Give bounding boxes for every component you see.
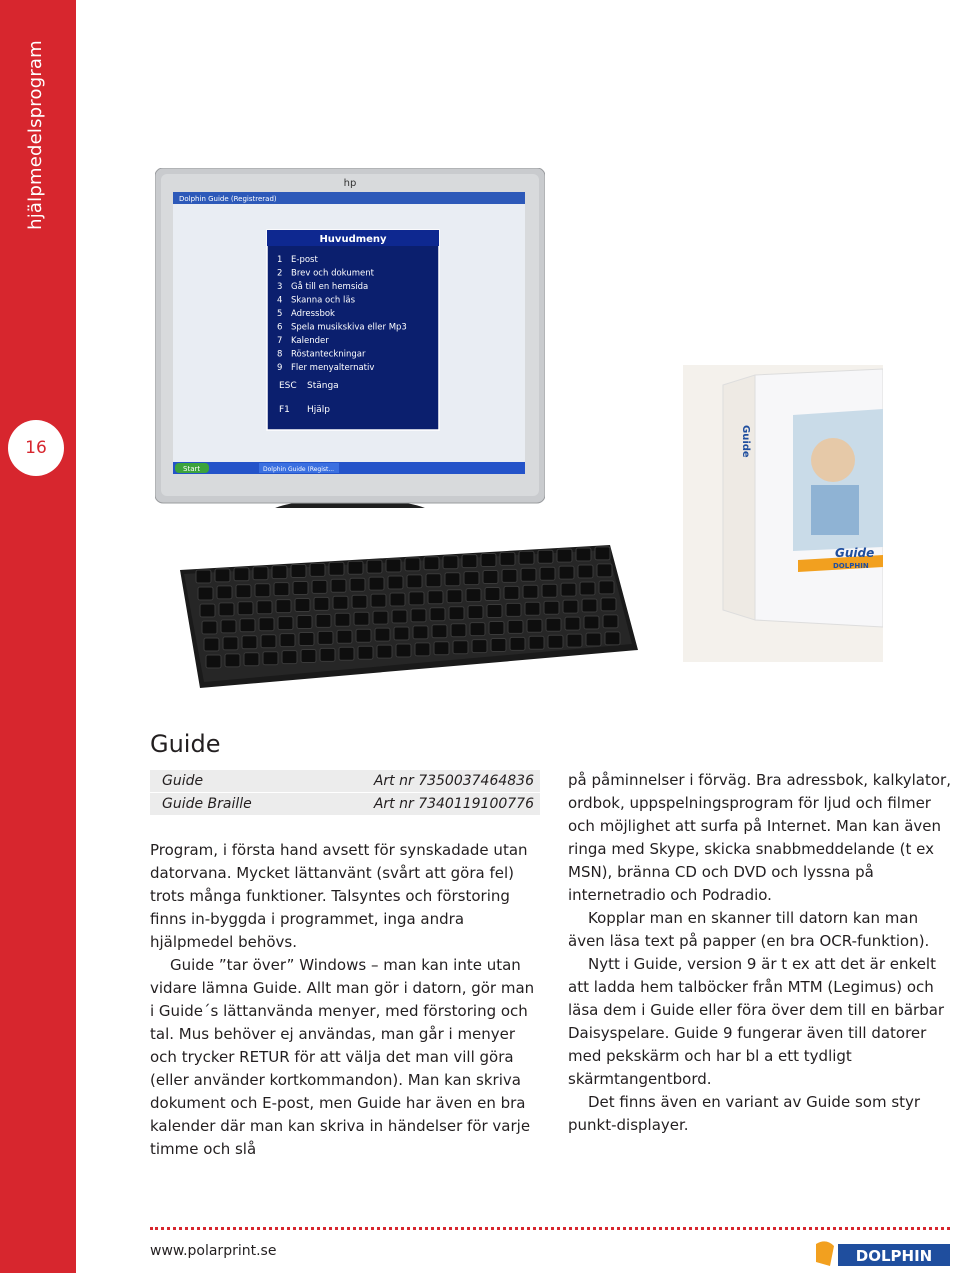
keyboard-key [540,567,555,580]
keyboard-key [595,547,610,560]
dolphin-logo [812,1238,952,1270]
keyboard-key [603,615,618,628]
keyboard-key [508,620,523,633]
keyboard-key [282,651,297,664]
keyboard-key [354,612,369,625]
menu-item[interactable]: Gå till en hemsida [291,282,369,292]
keyboard-key [238,602,253,615]
keyboard-key [339,647,354,660]
keyboard-key [223,637,238,650]
keyboard-key [261,635,276,648]
keyboard-key [597,564,612,577]
keyboard-key [580,582,595,595]
keyboard-key [586,633,601,646]
keyboard-key [293,582,308,595]
taskbar-task[interactable]: Dolphin Guide (Regist... [263,466,335,473]
menu-item[interactable]: Skanna och läs [291,295,356,306]
keyboard-key [352,595,367,608]
box-front-title: Guide [835,546,875,560]
keyboard-key [510,637,525,650]
esc-label[interactable]: Stänga [307,381,339,391]
window-title: Dolphin Guide (Registrerad) [179,195,277,203]
keyboard-key [502,569,517,582]
keyboard-key [198,587,213,600]
keyboard-key [605,632,620,645]
keyboard-key [388,576,403,589]
keyboard-key [521,568,536,581]
keyboard-key [276,600,291,613]
keyboard-key [445,573,460,586]
keyboard-key [529,636,544,649]
keyboard-key [426,574,441,587]
menu-item-key: 5 [277,309,283,319]
keyboard-key [506,603,521,616]
menu-item-key: 3 [277,282,283,292]
keyboard-key [413,626,428,639]
keyboard-key [236,585,251,598]
keyboard-key [548,635,563,648]
keyboard-key [485,588,500,601]
keyboard-key [453,641,468,654]
help-label[interactable]: Hjälp [307,405,330,415]
keyboard-key [565,617,580,630]
section-label: hjälpmedelsprogram [25,40,46,230]
menu-item[interactable]: Fler menyalternativ [291,363,375,373]
keyboard-key [242,636,257,649]
keyboard-key [542,584,557,597]
logo-text: DOLPHIN [855,1247,933,1265]
keyboard-key [310,563,325,576]
keyboard-key [432,625,447,638]
keyboard-key [318,631,333,644]
body-paragraph: Guide ”tar över” Windows – man kan inte utan vidare lämna Guide. Allt man gör i datorn, gör man i Guide´s lättanvända menyer, med förstoring och tal. Mus behöver ej användas, man går i menyer och trycker RETUR för att välja det man vill göra (eller använder kortkommandon). Man kan skriva dokument och E-post, men Guide har även en bra kalender där man kan skriva in händelser för varje timme och slå [150,956,535,1158]
box-brand: DOLPHIN [833,562,869,570]
keyboard-key [240,619,255,632]
keyboard-key [263,652,278,665]
menu-item-key: 2 [277,268,283,279]
keyboard-key [491,639,506,652]
keyboard-key [202,621,217,634]
keyboard-key [204,638,219,651]
keyboard-key [367,560,382,573]
keyboard-key [255,584,270,597]
keyboard-key [527,619,542,632]
keyboard-key [373,611,388,624]
keyboard-key [320,648,335,661]
menu-item-key: 1 [277,255,283,265]
keyboard-key [217,586,232,599]
menu-item-key: 8 [277,349,283,360]
keyboard-key [601,598,616,611]
keyboard-key [234,568,249,581]
article-number: Art nr 7340119100776 [373,796,534,812]
keyboard-key [561,583,576,596]
keyboard-key [377,645,392,658]
article-name: Guide Braille [162,796,252,812]
menu-title: Huvudmeny [319,234,387,245]
keyboard-key [244,653,259,666]
keyboard-key [443,556,458,569]
body-column-left [150,839,535,1161]
keyboard-key [489,622,504,635]
keyboard-key [409,592,424,605]
software-box-illustration [683,365,883,662]
menu-item[interactable]: Brev och dokument [291,268,374,279]
body-paragraph: Program, i första hand avsett för synskadade utan datorvana. Mycket lättanvänt (svårt att göra fel) trots många funktioner. Talsyntes och förstoring finns in-byggda i programmet, inga andra hjälpmedel behövs. [150,841,528,951]
body-paragraph: på påminnelser i förväg. Bra adressbok, kalkylator, ordbok, uppspelningsprogram för ljud och filmer och möjlighet att surfa på Internet. Man kan även ringa med Skype, skicka snabbmeddelande (t ex MSN), bränna CD och DVD och lyssna på internetradio och Podradio. [568,771,951,904]
keyboard-key [519,551,534,564]
body-column-right [568,769,953,1137]
keyboard-key [200,604,215,617]
body-paragraph: Nytt i Guide, version 9 är t ex att det är enkelt att ladda hem talböcker från MTM (Legimus) och läsa dem i Guide eller föra över dem till en bärbar Daisyspelare. Guide 9 fungerar även till datorer med pekskärm och har bl a ett tydligt skärmtangentbord. [568,955,945,1088]
keyboard-key [375,628,390,641]
keyboard-key [411,609,426,622]
keyboard-key [335,613,350,626]
keyboard-key [257,601,272,614]
keyboard-key [447,590,462,603]
menu-item[interactable]: Kalender [291,336,329,346]
keyboard-key [449,607,464,620]
keyboard-key [259,618,274,631]
keyboard-key [274,583,289,596]
keyboard-key [312,580,327,593]
monitor-illustration [155,168,545,508]
keyboard-key [386,559,401,572]
body-paragraph: Det finns även en variant av Guide som styr punkt-displayer. [568,1093,921,1134]
keyboard-key [563,600,578,613]
keyboard-key [392,610,407,623]
keyboard-key [544,601,559,614]
keyboard-key [525,602,540,615]
keyboard-key [350,578,365,591]
keyboard-key [424,557,439,570]
menu-item-key: 7 [277,336,283,346]
keyboard-key [428,591,443,604]
keyboard-key [348,561,363,574]
keyboard-key [333,596,348,609]
keyboard-key [314,597,329,610]
keyboard-key [567,634,582,647]
keyboard-key [451,624,466,637]
menu-item[interactable]: Adressbok [291,309,335,319]
keyboard-key [297,616,312,629]
article-number: Art nr 7350037464836 [373,773,534,789]
keyboard-key [546,618,561,631]
keyboard-key [215,569,230,582]
keyboard-key [578,565,593,578]
keyboard-key [329,562,344,575]
keyboard-key [369,577,384,590]
footer-divider [150,1227,950,1230]
article-row [150,793,540,815]
menu-item[interactable]: Spela musikskiva eller Mp3 [291,322,407,333]
keyboard-key [253,567,268,580]
article-row [150,770,540,792]
menu-item-key: 4 [277,295,283,306]
dolphin-logo-icon [816,1241,834,1266]
keyboard-key [371,594,386,607]
box-spine-text: Guide [740,425,751,458]
keyboard-key [504,586,519,599]
keyboard-key [299,633,314,646]
menu-item[interactable]: Röstanteckningar [291,349,366,360]
keyboard-key [196,570,211,583]
esc-key: ESC [279,381,297,391]
help-key: F1 [279,405,290,415]
keyboard-key [221,620,236,633]
keyboard-key [430,608,445,621]
start-button[interactable]: Start [183,465,201,473]
keyboard-key [584,616,599,629]
page-number: 16 [8,420,64,476]
keyboard-key [225,654,240,667]
keyboard-key [206,655,221,668]
keyboard-key [407,575,422,588]
keyboard-key [301,650,316,663]
keyboard-key [219,603,234,616]
keyboard-key [470,623,485,636]
keyboard-key [280,634,295,647]
keyboard-key [358,646,373,659]
keyboard-key [415,643,430,656]
menu-item[interactable]: E-post [291,255,318,265]
keyboard-key [405,558,420,571]
keyboard-key [557,549,572,562]
menu-item-key: 9 [277,363,283,373]
keyboard-key [483,571,498,584]
keyboard-key [278,617,293,630]
keyboard-key [464,572,479,585]
keyboard-key [559,566,574,579]
keyboard-key [472,640,487,653]
product-title: Guide [150,730,221,758]
keyboard-key [481,554,496,567]
keyboard-key [434,642,449,655]
keyboard-illustration [170,540,640,690]
keyboard-key [462,555,477,568]
article-name: Guide [162,773,204,789]
keyboard-key [390,593,405,606]
keyboard-key [331,579,346,592]
keyboard-key [396,644,411,657]
side-band [0,0,76,1273]
keyboard-key [316,614,331,627]
keyboard-key [576,548,591,561]
keyboard-key [487,605,502,618]
keyboard-key [466,589,481,602]
body-paragraph: Kopplar man en skanner till datorn kan man även läsa text på papper (en bra OCR-funktion). [568,909,930,950]
keyboard-key [394,627,409,640]
keyboard-key [523,585,538,598]
keyboard-key [272,566,287,579]
keyboard-key [337,630,352,643]
keyboard-key [356,629,371,642]
keyboard-key [500,552,515,565]
footer-url[interactable]: www.polarprint.se [150,1243,277,1259]
keyboard-key [295,599,310,612]
keyboard-key [468,606,483,619]
keyboard-key [599,581,614,594]
keyboard-key [582,599,597,612]
keyboard-key [538,550,553,563]
monitor-brand: hp [343,178,357,189]
menu-item-key: 6 [277,322,283,333]
keyboard-key [291,565,306,578]
